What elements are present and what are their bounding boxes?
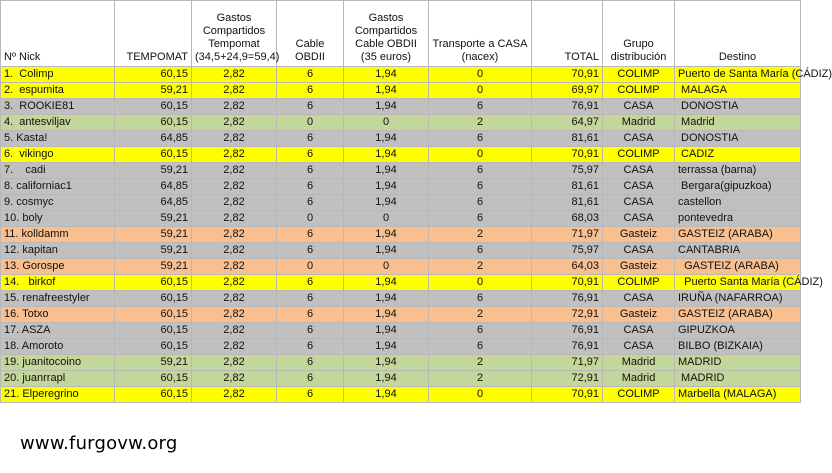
cell-total: 70,91 (532, 275, 603, 291)
cell-total: 72,91 (532, 371, 603, 387)
cell-tempomat: 60,15 (115, 275, 192, 291)
cell-gastos-tempomat: 2,82 (192, 131, 277, 147)
cell-gastos-cable: 1,94 (344, 83, 429, 99)
cell-nick: 16. Totxo (1, 307, 115, 323)
cell-tempomat: 59,21 (115, 227, 192, 243)
cell-gastos-tempomat: 2,82 (192, 179, 277, 195)
cell-transporte: 2 (429, 115, 532, 131)
cell-grupo: CASA (603, 195, 675, 211)
cell-transporte: 0 (429, 147, 532, 163)
cell-total: 64,03 (532, 259, 603, 275)
cell-cable: 6 (277, 179, 344, 195)
cell-gastos-tempomat: 2,82 (192, 195, 277, 211)
cell-destino: MALAGA (675, 83, 801, 99)
cell-nick: 3. ROOKIE81 (1, 99, 115, 115)
table-body (1, 67, 832, 403)
cell-grupo: COLIMP (603, 147, 675, 163)
cell-gastos-cable: 1,94 (344, 291, 429, 307)
cell-destino: BILBO (BIZKAIA) (675, 339, 801, 355)
cell-gastos-tempomat: 2,82 (192, 163, 277, 179)
cell-tempomat: 60,15 (115, 323, 192, 339)
cell-transporte: 6 (429, 323, 532, 339)
cell-total: 76,91 (532, 99, 603, 115)
cell-nick: 15. renafreestyler (1, 291, 115, 307)
cell-total: 70,91 (532, 387, 603, 403)
cell-nick: 9. cosmyc (1, 195, 115, 211)
cell-transporte: 6 (429, 163, 532, 179)
cell-nick: 21. Elperegrino (1, 387, 115, 403)
cell-total: 76,91 (532, 291, 603, 307)
cell-transporte: 6 (429, 99, 532, 115)
cell-grupo: COLIMP (603, 83, 675, 99)
cell-gastos-cable: 1,94 (344, 195, 429, 211)
cell-destino: terrassa (barna) (675, 163, 801, 179)
cell-grupo: CASA (603, 179, 675, 195)
cell-transporte: 0 (429, 83, 532, 99)
table-row (1, 147, 801, 163)
cell-transporte: 6 (429, 195, 532, 211)
header-nick: Nº Nick (1, 1, 115, 67)
cell-grupo: CASA (603, 291, 675, 307)
cell-destino: MADRID (675, 355, 801, 371)
cell-grupo: CASA (603, 323, 675, 339)
cell-gastos-cable: 1,94 (344, 323, 429, 339)
cell-destino: CANTABRIA (675, 243, 801, 259)
cell-nick: 20. juanrrapl (1, 371, 115, 387)
table-row (1, 67, 801, 83)
table-row (1, 355, 801, 371)
cell-gastos-tempomat: 2,82 (192, 211, 277, 227)
cell-gastos-cable: 1,94 (344, 243, 429, 259)
header-cable: Cable OBDII (277, 1, 344, 67)
table-row (1, 227, 801, 243)
table-row (1, 259, 801, 275)
cell-transporte: 6 (429, 339, 532, 355)
cell-destino: Puerto de Santa María (CÁDIZ) (675, 67, 801, 83)
cell-total: 76,91 (532, 339, 603, 355)
header-tempomat: TEMPOMAT (115, 1, 192, 67)
cell-total: 69,97 (532, 83, 603, 99)
cell-gastos-cable: 0 (344, 211, 429, 227)
cell-grupo: CASA (603, 339, 675, 355)
cell-nick: 10. boly (1, 211, 115, 227)
cell-tempomat: 59,21 (115, 211, 192, 227)
cell-grupo: COLIMP (603, 387, 675, 403)
cell-grupo: CASA (603, 163, 675, 179)
cell-nick: 7. cadi (1, 163, 115, 179)
cell-grupo: CASA (603, 243, 675, 259)
cell-total: 71,97 (532, 355, 603, 371)
cell-cable: 6 (277, 227, 344, 243)
table-row (1, 291, 801, 307)
cell-grupo: CASA (603, 99, 675, 115)
table-row (1, 243, 801, 259)
cell-gastos-tempomat: 2,82 (192, 243, 277, 259)
table-row (1, 163, 801, 179)
cell-destino: GASTEIZ (ARABA) (675, 227, 801, 243)
cell-destino: CADIZ (675, 147, 801, 163)
cell-total: 81,61 (532, 179, 603, 195)
cell-gastos-cable: 1,94 (344, 163, 429, 179)
cell-cable: 0 (277, 211, 344, 227)
table-row (1, 387, 801, 403)
cell-nick: 1. Colimp (1, 67, 115, 83)
table-row (1, 371, 801, 387)
table-row (1, 179, 801, 195)
cell-total: 71,97 (532, 227, 603, 243)
cell-grupo: Madrid (603, 371, 675, 387)
header-gastos-tempomat: Gastos Compartidos Tempomat (34,5+24,9=59,4) (192, 1, 277, 67)
cell-total: 68,03 (532, 211, 603, 227)
cell-gastos-tempomat: 2,82 (192, 371, 277, 387)
cell-gastos-cable: 1,94 (344, 227, 429, 243)
cell-cable: 0 (277, 115, 344, 131)
cell-total: 70,91 (532, 147, 603, 163)
cell-destino: Bergara(gipuzkoa) (675, 179, 801, 195)
cell-gastos-cable: 1,94 (344, 387, 429, 403)
cell-tempomat: 59,21 (115, 163, 192, 179)
cell-tempomat: 60,15 (115, 115, 192, 131)
cell-transporte: 6 (429, 211, 532, 227)
cell-gastos-tempomat: 2,82 (192, 387, 277, 403)
cell-nick: 6. vikingo (1, 147, 115, 163)
cell-tempomat: 60,15 (115, 371, 192, 387)
cell-gastos-cable: 1,94 (344, 275, 429, 291)
cell-cable: 6 (277, 387, 344, 403)
cell-nick: 14. birkof (1, 275, 115, 291)
cell-tempomat: 60,15 (115, 387, 192, 403)
table-row (1, 83, 801, 99)
cell-nick: 8. californiac1 (1, 179, 115, 195)
cell-gastos-tempomat: 2,82 (192, 291, 277, 307)
cell-transporte: 2 (429, 307, 532, 323)
cell-cable: 6 (277, 83, 344, 99)
cell-gastos-tempomat: 2,82 (192, 83, 277, 99)
table-row (1, 339, 801, 355)
cell-total: 64,97 (532, 115, 603, 131)
cell-gastos-tempomat: 2,82 (192, 227, 277, 243)
header-grupo: Grupo distribución (603, 1, 675, 67)
cell-total: 70,91 (532, 67, 603, 83)
cell-nick: 4. antesviljav (1, 115, 115, 131)
cell-grupo: Madrid (603, 115, 675, 131)
cell-gastos-cable: 1,94 (344, 147, 429, 163)
cell-tempomat: 59,21 (115, 355, 192, 371)
cell-grupo: CASA (603, 131, 675, 147)
cell-destino: Marbella (MALAGA) (675, 387, 801, 403)
cell-destino: castellon (675, 195, 801, 211)
table-row (1, 211, 801, 227)
cell-cable: 6 (277, 67, 344, 83)
cell-total: 76,91 (532, 323, 603, 339)
cell-tempomat: 60,15 (115, 67, 192, 83)
cell-transporte: 6 (429, 179, 532, 195)
cell-grupo: Gasteiz (603, 307, 675, 323)
cell-destino: MADRID (675, 371, 801, 387)
cell-destino: DONOSTIA (675, 99, 801, 115)
cell-grupo: Madrid (603, 355, 675, 371)
cell-destino: pontevedra (675, 211, 801, 227)
cell-transporte: 2 (429, 227, 532, 243)
cell-gastos-cable: 1,94 (344, 99, 429, 115)
cell-nick: 17. ASZA (1, 323, 115, 339)
cell-nick: 19. juanitocoino (1, 355, 115, 371)
cell-tempomat: 59,21 (115, 259, 192, 275)
cell-gastos-cable: 1,94 (344, 179, 429, 195)
cell-gastos-tempomat: 2,82 (192, 147, 277, 163)
cell-gastos-tempomat: 2,82 (192, 115, 277, 131)
cell-tempomat: 64,85 (115, 195, 192, 211)
cell-cable: 6 (277, 131, 344, 147)
cell-gastos-cable: 1,94 (344, 371, 429, 387)
cell-total: 81,61 (532, 131, 603, 147)
cell-gastos-tempomat: 2,82 (192, 99, 277, 115)
cell-cable: 6 (277, 195, 344, 211)
header-gastos-cable: Gastos Compartidos Cable OBDII (35 euros) (344, 1, 429, 67)
cell-total: 75,97 (532, 163, 603, 179)
cell-destino: DONOSTIA (675, 131, 801, 147)
cell-transporte: 2 (429, 355, 532, 371)
cell-transporte: 2 (429, 259, 532, 275)
cell-transporte: 0 (429, 275, 532, 291)
cell-gastos-tempomat: 2,82 (192, 275, 277, 291)
cell-cable: 6 (277, 355, 344, 371)
cell-grupo: COLIMP (603, 275, 675, 291)
cell-tempomat: 60,15 (115, 291, 192, 307)
cell-destino: Madrid (675, 115, 801, 131)
cell-nick: 13. Gorospe (1, 259, 115, 275)
table-row (1, 195, 801, 211)
cell-gastos-cable: 0 (344, 259, 429, 275)
cell-tempomat: 60,15 (115, 339, 192, 355)
cell-tempomat: 60,15 (115, 99, 192, 115)
header-total: TOTAL (532, 1, 603, 67)
table-row (1, 323, 801, 339)
cell-destino: GASTEIZ (ARABA) (675, 259, 801, 275)
cell-gastos-tempomat: 2,82 (192, 259, 277, 275)
site-watermark: www.furgovw.org (20, 433, 178, 454)
table-row (1, 99, 801, 115)
cell-gastos-cable: 1,94 (344, 131, 429, 147)
header-destino: Destino (675, 1, 801, 67)
cell-transporte: 0 (429, 387, 532, 403)
cell-transporte: 6 (429, 243, 532, 259)
cell-cable: 0 (277, 259, 344, 275)
cell-nick: 2. espumita (1, 83, 115, 99)
cell-total: 81,61 (532, 195, 603, 211)
cell-nick: 12. kapitan (1, 243, 115, 259)
cell-gastos-cable: 1,94 (344, 339, 429, 355)
cell-cable: 6 (277, 147, 344, 163)
cell-nick: 5. Kasta! (1, 131, 115, 147)
cell-tempomat: 60,15 (115, 147, 192, 163)
table-row (1, 307, 801, 323)
cell-cable: 6 (277, 371, 344, 387)
cell-transporte: 6 (429, 291, 532, 307)
cell-tempomat: 59,21 (115, 243, 192, 259)
cell-gastos-tempomat: 2,82 (192, 307, 277, 323)
cell-destino: Puerto Santa María (CÁDIZ) (675, 275, 801, 291)
cell-gastos-cable: 0 (344, 115, 429, 131)
header-row (1, 1, 801, 67)
cell-cable: 6 (277, 275, 344, 291)
cell-cable: 6 (277, 339, 344, 355)
cell-tempomat: 60,15 (115, 307, 192, 323)
cell-tempomat: 59,21 (115, 83, 192, 99)
cell-gastos-cable: 1,94 (344, 67, 429, 83)
cell-gastos-tempomat: 2,82 (192, 323, 277, 339)
cell-cable: 6 (277, 99, 344, 115)
cell-nick: 11. kolldamm (1, 227, 115, 243)
header-transporte: Transporte a CASA (nacex) (429, 1, 532, 67)
cell-grupo: Gasteiz (603, 259, 675, 275)
cell-grupo: Gasteiz (603, 227, 675, 243)
cell-gastos-tempomat: 2,82 (192, 339, 277, 355)
table-row (1, 115, 801, 131)
cell-destino: GIPUZKOA (675, 323, 801, 339)
cell-gastos-cable: 1,94 (344, 307, 429, 323)
cell-nick: 18. Amoroto (1, 339, 115, 355)
cell-cable: 6 (277, 243, 344, 259)
cell-gastos-cable: 1,94 (344, 355, 429, 371)
cell-destino: IRUÑA (NAFARROA) (675, 291, 801, 307)
cell-transporte: 0 (429, 67, 532, 83)
cell-tempomat: 64,85 (115, 179, 192, 195)
table-row (1, 131, 801, 147)
cell-cable: 6 (277, 323, 344, 339)
cell-tempomat: 64,85 (115, 131, 192, 147)
cell-total: 75,97 (532, 243, 603, 259)
cell-destino: GASTEIZ (ARABA) (675, 307, 801, 323)
cell-gastos-tempomat: 2,82 (192, 67, 277, 83)
cell-transporte: 6 (429, 131, 532, 147)
cell-total: 72,91 (532, 307, 603, 323)
cell-cable: 6 (277, 163, 344, 179)
cell-cable: 6 (277, 307, 344, 323)
cell-grupo: COLIMP (603, 67, 675, 83)
cell-gastos-tempomat: 2,82 (192, 355, 277, 371)
table-row (1, 275, 801, 291)
cell-grupo: CASA (603, 211, 675, 227)
cell-cable: 6 (277, 291, 344, 307)
cell-transporte: 2 (429, 371, 532, 387)
